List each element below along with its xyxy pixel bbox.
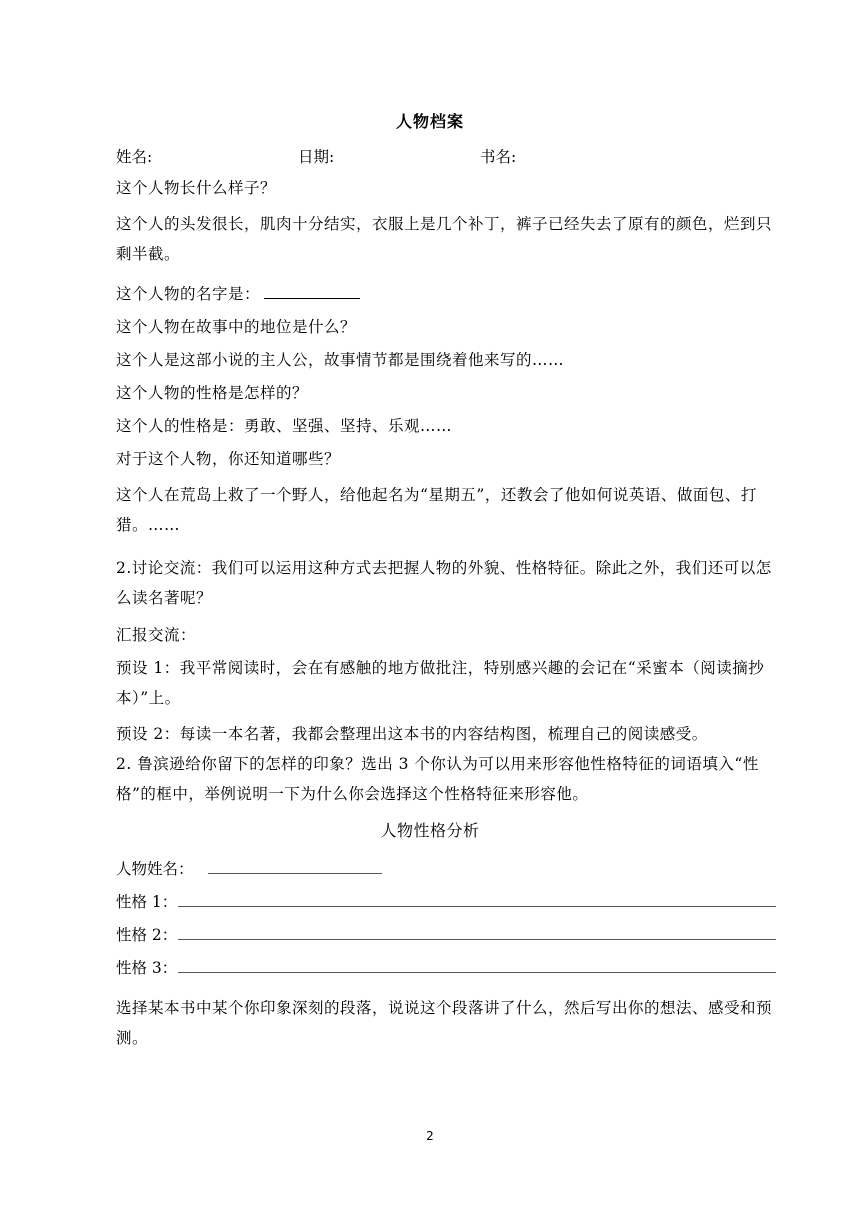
answer-appearance [84, 209, 786, 269]
analysis-title: 人物性格分析 [380, 821, 480, 840]
question-appearance: 这个人物长什么样子？ [116, 179, 277, 197]
discussion-paragraph [84, 553, 786, 613]
page-title: 人物档案 [395, 112, 464, 131]
trait-3-label: 性格 3： [116, 959, 178, 977]
header-fields [116, 145, 816, 169]
question-name [84, 282, 816, 306]
page-number: 2 [426, 1129, 434, 1143]
preset-1-text: 预设 1：我平常阅读时，会在有感触的地方做批注，特别感兴趣的会记在“采蜜本（阅读摘抄本）”上。 [116, 659, 765, 707]
trait-1-line[interactable] [178, 906, 776, 907]
answer-personality: 这个人的性格是：勇敢、坚强、坚持、乐观…… [116, 417, 453, 435]
impression-question [84, 749, 786, 809]
final-prompt [84, 993, 786, 1053]
analysis-name-line[interactable] [208, 873, 382, 874]
preset-1 [84, 653, 786, 713]
trait-2-label: 性格 2： [116, 926, 178, 944]
name-label: 姓名: [116, 148, 153, 166]
answer-more-text: 这个人在荒岛上救了一个野人，给他起名为“星期五”，还教会了他如何说英语、做面包、打猎。…… [116, 486, 757, 534]
answer-more [84, 480, 786, 540]
preset-2: 预设 2：每读一本名著，我都会整理出这本书的内容结构图，梳理自己的阅读感受。 [116, 725, 708, 743]
date-label: 日期: [298, 148, 335, 166]
book-label: 书名: [480, 148, 517, 166]
name-blank[interactable] [264, 284, 360, 299]
question-more: 对于这个人物，你还知道哪些？ [116, 450, 341, 468]
trait-2-line[interactable] [178, 939, 776, 940]
question-name-text: 这个人物的名字是： [116, 285, 261, 303]
trait-1-label: 性格 1： [116, 893, 178, 911]
trait-3-line[interactable] [178, 972, 776, 973]
question-personality: 这个人物的性格是怎样的？ [116, 384, 309, 402]
answer-role: 这个人是这部小说的主人公，故事情节都是围绕着他来写的…… [116, 351, 565, 369]
question-role: 这个人物在故事中的地位是什么？ [116, 318, 357, 336]
answer-appearance-text: 这个人的头发很长，肌肉十分结实，衣服上是几个补丁，裤子已经失去了原有的颜色，烂到只剩半截。 [116, 215, 773, 263]
final-prompt-text: 选择某本书中某个你印象深刻的段落，说说这个段落讲了什么，然后写出你的想法、感受和预测。 [116, 999, 773, 1047]
discussion-text: 2.讨论交流：我们可以运用这种方式去把握人物的外貌、性格特征。除此之外，我们还可以怎么读名著呢？ [116, 559, 772, 607]
analysis-name-label: 人物姓名： [116, 860, 194, 878]
report-label: 汇报交流： [116, 626, 197, 644]
impression-question-text: 2. 鲁滨逊给你留下的怎样的印象？选出 3 个你认为可以用来形容他性格特征的词语填入“性格”的框中，举例说明一下为什么你会选择这个性格特征来形容他。 [116, 755, 759, 803]
